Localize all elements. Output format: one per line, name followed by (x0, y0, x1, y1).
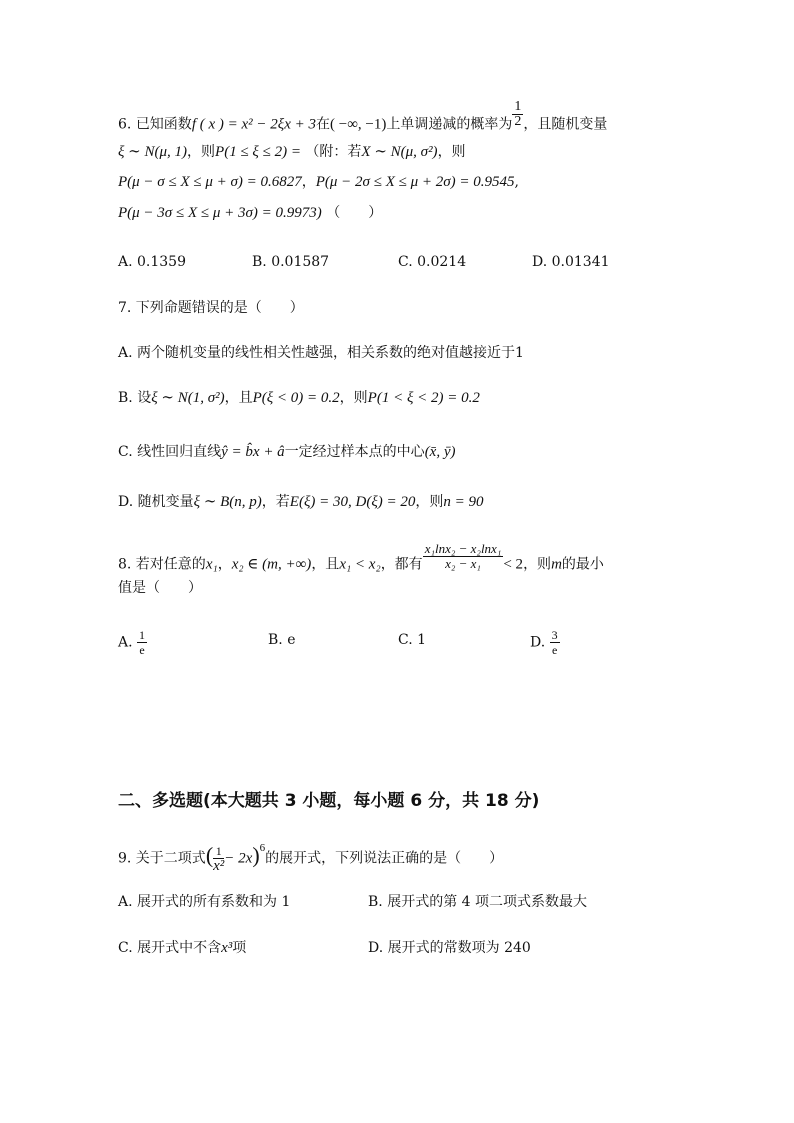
q9-option-a: A. 展开式的所有系数和为 1 (118, 894, 291, 910)
q8-inequality-fraction: $\frac{\text{x₁lnx₂ − x₂lnx₁}}{\text{x₂ − x₁}}$ (424, 541, 502, 571)
q6-option-c: C. 0.0214 (398, 254, 467, 270)
q7-option-b: B. 设ξ ∼ N(1, σ²)，且P(ξ < 0) = 0.2，则P(1 < ξ < 2) = 0.2 (118, 390, 480, 406)
section-heading-multiple-choice: 二、多选题(本大题共 3 小题，每小题 6 分，共 18 分) (118, 791, 540, 811)
q6-number: 6. (118, 116, 132, 133)
q6-option-b: B. 0.01587 (252, 254, 330, 270)
q9-option-b: B. 展开式的第 4 项二项式系数最大 (368, 894, 587, 910)
q6-line-4: P(μ − 3σ ≤ X ≤ μ + 3σ) = 0.9973) （ ） (118, 205, 383, 221)
q8-option-c: C. 1 (398, 632, 427, 648)
q6-function: f ( x ) = x² − 2ξx + 3 (191, 116, 316, 133)
q6-reference-3: P(μ − 3σ ≤ X ≤ μ + 3σ) = 0.9973) (118, 205, 322, 221)
q7-option-d: D. 随机变量ξ ∼ B(n, p)，若E(ξ) = 30, D(ξ) = 20，则n = 90 (118, 494, 484, 510)
q8-line-2: 值是（ ） (118, 580, 202, 596)
q9-option-c: C. 展开式中不含x³项 (118, 940, 247, 956)
q6-line-3: P(μ − σ ≤ X ≤ μ + σ) = 0.6827，P(μ − 2σ ≤ X ≤ μ + 2σ) = 0.9545, (118, 174, 519, 190)
q6-distribution: ξ ∼ N(μ, 1) (118, 144, 188, 160)
q6-reference-2: P(μ − 2σ ≤ X ≤ μ + 2σ) = 0.9545 (315, 174, 515, 190)
q6-probability: P(1 ≤ ξ ≤ 2) = (215, 144, 301, 160)
q6-option-a: A. 0.1359 (118, 254, 186, 270)
q8-option-b: B. e (268, 632, 296, 648)
q6-option-d: D. 0.01341 (532, 254, 610, 270)
q9-stem: 9. 关于二项式( $\frac{1}{\text{x²}}$ − 2x)$^6$的展开式，下列说法正确的是（ ） (118, 841, 504, 874)
q7-option-a: A. 两个随机变量的线性相关性越强，相关系数的绝对值越接近于1 (118, 345, 524, 361)
q6-reference-1: P(μ − σ ≤ X ≤ μ + σ) = 0.6827 (118, 174, 302, 190)
q8-line-1: 8. 若对任意的x₁，x₂ ∈ (m, +∞)，且x₁ < x₂，都有 $\frac{\text{x₁lnx₂ − x₂lnx₁}}{\text{x₂ − x₁}}$ < 2，则m的最小 (118, 541, 604, 573)
q7-option-c: C. 线性回归直线ŷ = b̂x + â一定经过样本点的中心(x̄, ȳ) (118, 444, 456, 460)
q6-line-1: 6. 已知函数f ( x ) = x² − 2ξx + 3在( −∞, −1)上单调递减的概率为 $\frac{1}{2}$ ，且随机变量 (118, 99, 608, 133)
q6-half-fraction: $\frac{1}{2}$ (514, 99, 522, 129)
q8-option-d: D. $\frac{3}{e}$ (530, 628, 558, 657)
q8-option-a: A. $\frac{1}{e}$ (118, 628, 146, 657)
q6-interval: ( −∞, −1) (329, 116, 387, 133)
q6-line-2: ξ ∼ N(μ, 1)，则P(1 ≤ ξ ≤ 2) = （附：若X ∼ N(μ, σ²)，则 (118, 144, 466, 160)
q9-option-d: D. 展开式的常数项为 240 (368, 940, 531, 956)
q7-stem: 7. 下列命题错误的是（ ） (118, 300, 304, 316)
